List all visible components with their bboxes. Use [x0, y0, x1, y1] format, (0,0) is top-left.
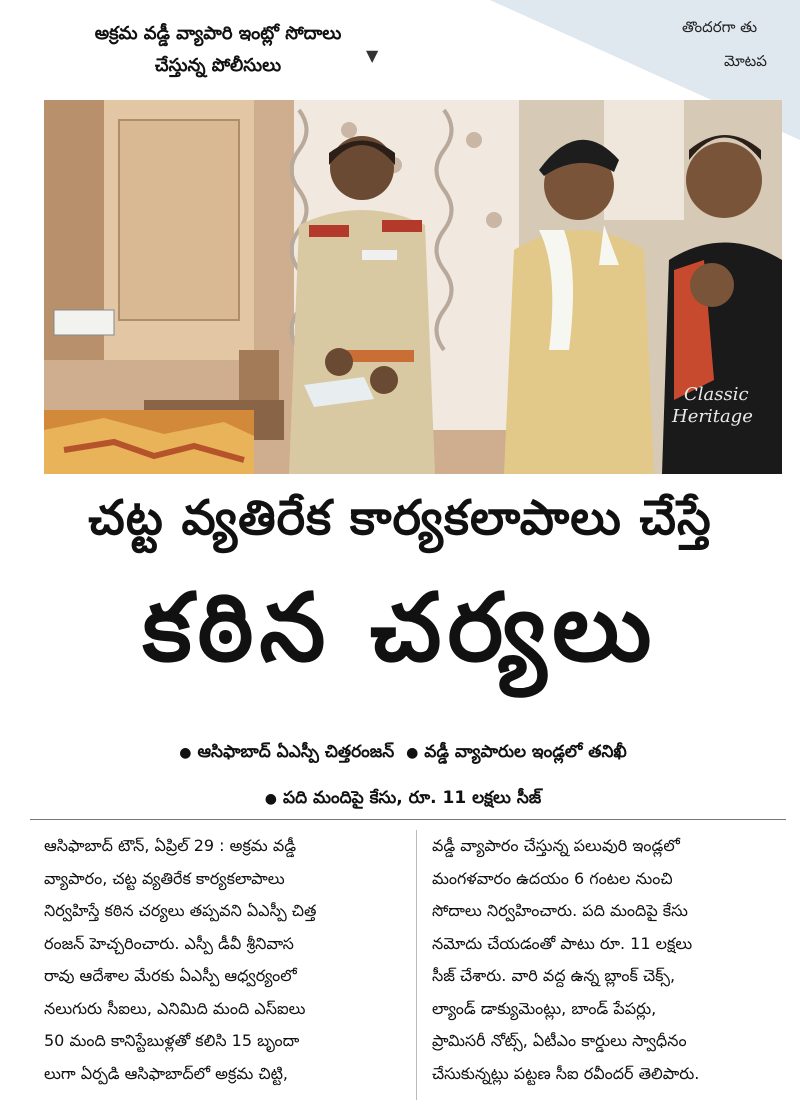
bullet-icon: ● — [179, 745, 192, 761]
subhead-item: పది మందిపై కేసు, రూ. 11 లక్షలు సీజ్ — [283, 788, 542, 808]
article-line: ల్యాండ్ డాక్యుమెంట్లు, బాండ్ పేపర్లు, — [432, 998, 657, 1018]
subheads-row — [0, 742, 800, 766]
tshirt-print-line: Classic — [684, 384, 749, 405]
article-line: నలుగురు సీఐలు, ఎనిమిది మంది ఎస్ఐలు — [44, 998, 306, 1018]
article-line: వడ్డీ వ్యాపారం చేస్తున్న పలువురి ఇండ్లలో — [432, 836, 680, 855]
article-line: చేసుకున్నట్లు పట్టణ సీఐ రవీందర్ తెలిపారు. — [432, 1063, 700, 1083]
photo-caption-line: చేస్తున్న పోలీసులు — [154, 55, 282, 76]
article-line: మంగళవారం ఉదయం 6 గంటల నుంచి — [432, 868, 673, 888]
article-line: రంజన్ హెచ్చరించారు. ఎస్పీ డీవీ శ్రీనివాస — [44, 933, 294, 953]
article-line: ప్రామిసరీ నోట్స్, ఏటీఎం కార్డులు స్వాధీనం — [432, 1031, 687, 1050]
article-line: నమోదు చేయడంతో పాటు రూ. 11 లక్షలు — [432, 933, 693, 953]
subhead-item: వడ్డీ వ్యాపారుల ఇండ్లలో తనిఖీ — [424, 742, 627, 762]
article-line: వ్యాపారం, చట్ట వ్యతిరేక కార్యకలాపాలు — [44, 868, 285, 888]
subheads-row — [0, 788, 800, 812]
bullet-icon: ● — [264, 791, 277, 807]
bullet-icon: ● — [406, 745, 419, 761]
headline-line-1: చట్ట వ్యతిరేక కార్యకలాపాలు చేస్తే — [88, 490, 712, 546]
caption-pointer-icon: ▼ — [366, 46, 379, 65]
adjacent-article-snippet: తొందరగా తు — [682, 18, 758, 36]
article-line: 50 మంది కానిస్టేబుళ్లతో కలిసి 15 బృందా — [44, 1031, 300, 1050]
news-photo-illustration — [44, 100, 782, 474]
tshirt-print-line: Heritage — [672, 406, 753, 427]
article-column-left — [44, 830, 399, 1090]
column-divider — [416, 830, 417, 1100]
article-line: ఆసిఫాబాద్ టౌన్, ఏప్రిల్ 29 : అక్రమ వడ్డీ — [44, 836, 297, 855]
subhead-item: ఆసిఫాబాద్ ఏఎస్పీ చిత్తరంజన్ — [197, 742, 395, 762]
article-line: సోదాలు నిర్వహించారు. పది మందిపై కేసు — [432, 901, 688, 920]
headline-line-2: కఠిన చర్యలు — [142, 574, 658, 683]
adjacent-article-snippet: మోటప — [724, 52, 767, 70]
divider-line — [30, 819, 786, 820]
news-photo — [44, 100, 782, 474]
article-line: సీజ్ చేశారు. వారి వద్ద ఉన్న బ్లాంక్ చెక్స్, — [432, 966, 676, 985]
article-column-right — [432, 830, 787, 1090]
article-line: రావు ఆదేశాల మేరకు ఏఎస్పీ ఆధ్వర్యంలో — [44, 966, 297, 985]
article-line: నిర్వహిస్తే కఠిన చర్యలు తప్పవని ఏఎస్పీ చిత్త — [44, 901, 317, 920]
photo-caption-line: అక్రమ వడ్డీ వ్యాపారి ఇంట్లో సోదాలు — [94, 23, 342, 44]
article-line: లుగా ఏర్పడి ఆసిఫాబాద్‌లో అక్రమ చిట్టి, — [44, 1063, 289, 1083]
photo-caption — [58, 18, 378, 82]
